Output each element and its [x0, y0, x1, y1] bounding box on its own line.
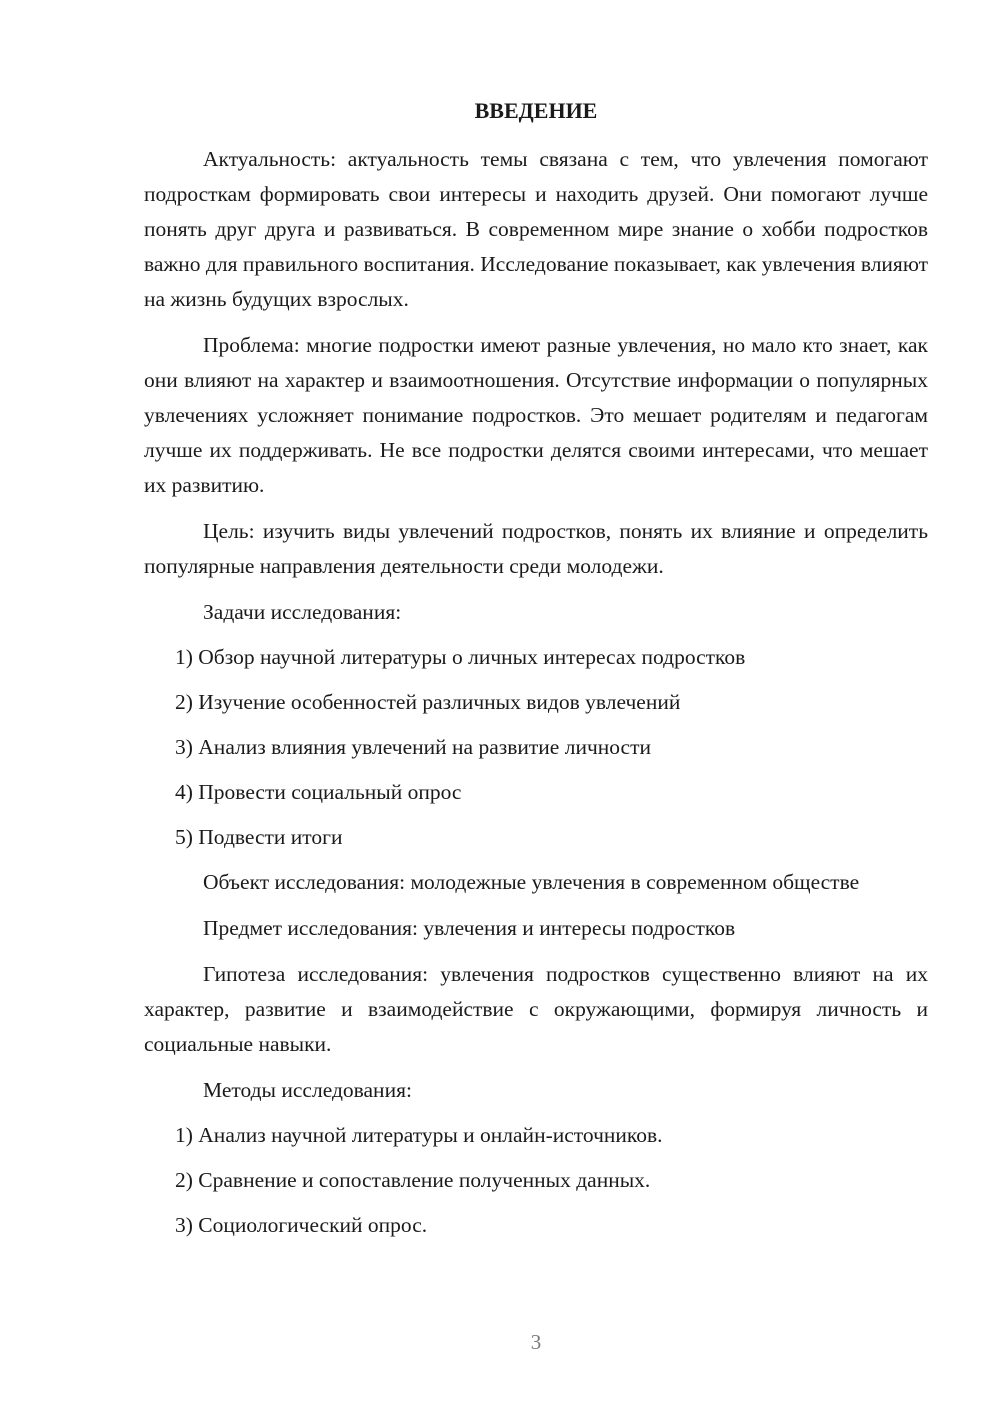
hypothesis-paragraph: Гипотеза исследования: увлечения подростков существенно влияют на их характер, развитие и взаимодействие с окружающими, формируя личность и социальные навыки.	[144, 962, 928, 1056]
document-page	[144, 96, 928, 1253]
task-item: 3) Анализ влияния увлечений на развитие личности	[175, 735, 651, 759]
task-item: 1) Обзор научной литературы о личных интересах подростков	[175, 645, 746, 669]
method-item: 1) Анализ научной литературы и онлайн-источников.	[175, 1123, 663, 1147]
subject-paragraph: Предмет исследования: увлечения и интересы подростков	[203, 916, 736, 940]
task-item: 2) Изучение особенностей различных видов увлечений	[175, 690, 681, 714]
method-item: 3) Социологический опрос.	[175, 1213, 428, 1237]
task-item: 5) Подвести итоги	[175, 825, 343, 849]
goal-paragraph: Цель: изучить виды увлечений подростков, понять их влияние и определить популярные направления деятельности среди молодежи.	[144, 519, 928, 578]
object-paragraph: Объект исследования: молодежные увлечения в современном обществе	[203, 870, 860, 894]
method-item: 2) Сравнение и сопоставление полученных данных.	[175, 1168, 651, 1192]
page-title: ВВЕДЕНИЕ	[474, 98, 598, 123]
task-item: 4) Провести социальный опрос	[175, 780, 462, 804]
tasks-heading: Задачи исследования:	[203, 600, 402, 624]
page-number: 3	[530, 1330, 542, 1354]
methods-heading: Методы исследования:	[203, 1078, 412, 1102]
relevance-paragraph: Актуальность: актуальность темы связана с тем, что увлечения помогают подросткам формировать свои интересы и находить друзей. Они помогают лучше понять друг друга и развиваться. В современном мире знание о хобби подростков важно для правильного воспитания. Исследование показывает, как увлечения влияют на жизнь будущих взрослых.	[144, 147, 928, 311]
problem-paragraph: Проблема: многие подростки имеют разные увлечения, но мало кто знает, как они влияют на характер и взаимоотношения. Отсутствие информации о популярных увлечениях усложняет понимание подростков. Это мешает родителям и педагогам лучше их поддерживать. Не все подростки делятся своими интересами, что мешает их развитию.	[144, 333, 928, 497]
